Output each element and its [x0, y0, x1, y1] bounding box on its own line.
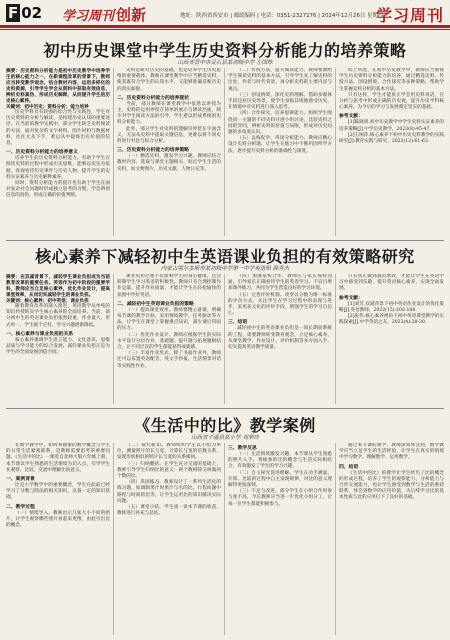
body-paragraph: 课业负担过重不仅影响学生的身心健康，还会抑制学生学习英语的积极性。教师只有合理控制作业总量，提升作业质量，才能让学生在轻松愉快的氛围中学好英语。 [117, 274, 221, 298]
article-title: 核心素养下减轻初中生英语课业负担的有效策略研究 [35, 247, 415, 266]
article-column [117, 443, 221, 635]
body-paragraph: 同时，资料分析能力的提升也有助于学生在面对复杂社会问题时形成独立思考的习惯，学会辨别信息的真伪，形成正确的价值判断。 [6, 181, 110, 199]
body-paragraph: 减轻初中生的英语课业负担是一项长期而系统的工程，需要教师转变教育观念，立足核心素养，从课堂教学、作业设计、评价机制等多方面入手，切实提高英语教学质量。 [228, 326, 332, 351]
body-paragraph: 核心素养强调学生语言能力、文化意识、思维品质与学习能力的综合发展，减轻课业负担正是为学生的全面发展创造空间。 [6, 337, 110, 356]
header-rule [0, 25, 450, 28]
article-title: 《生活中的比》教学案例 [134, 416, 316, 435]
body-paragraph: （五）课堂小结。学生谈一谈本节课的收获，教师进行补充与总结。 [117, 505, 221, 517]
body-paragraph: 只有真正做到减负增效，才能让学生在英语学习中感受到乐趣，提升英语核心素养，实现全面发展。 [339, 274, 444, 292]
section-name: 创新 [116, 6, 147, 24]
article-column [228, 274, 332, 404]
column-divider [335, 274, 336, 404]
section-heading: 一、核心素养与课业负担的关系 [6, 331, 74, 337]
abstract-text: 摘要：历史资料分析能力是初中历史教学中培养学生的核心能力之一，在新课程改革的背景下，教师应当转变教学观念，结合教材内容，运用多样化的史料资源，引导学生学会从资料中获取有效信息、辨析史料真伪、形成历史解释，从而提升学生的历史核心素养。 [6, 69, 110, 104]
body-paragraph: 此外，部分学生对史料的理解仅停留在字面含义，无法从史料中提取关键信息，更难以将不同史料进行对比与综合分析。 [117, 126, 221, 145]
weekly-title: 学习周刊 [375, 6, 444, 25]
body-paragraph: 在数学教学中，如何将抽象的数学概念与学生的日常生活紧密联系，是教师需要思考的重要问题。《生活中的比》一课选自北师大版六年级上册，本节课以学生熟悉的生活情境为切入点，引导学生在观察、比较、交流中理解比的意义。 [6, 443, 110, 473]
page-letter: F [8, 4, 19, 22]
column-divider [335, 443, 336, 635]
brand-logo: 学习周刊 [62, 9, 115, 24]
body-paragraph: （五）完善评价机制。改变以分数为唯一标准的评价方式，关注学生在学习过程中的表现与进步，采用多元化的评价手段，增强学生的学习自信心。 [228, 292, 332, 317]
body-paragraph: 只有这样，学生才能真正学会用史料说话，在分析与思考中形成正确的历史观，提升历史学科核心素养，为今后的学习与发展奠定坚实的基础。 [339, 92, 444, 111]
page-number-value: 02 [21, 4, 43, 22]
body-paragraph: （四）合作探究，培养思辨能力。组织学生围绕同一主题的不同史料开展小组讨论，比较史料之间的异同，辨析史料的价值与局限，形成对历史问题的多角度认识。 [228, 111, 332, 136]
body-paragraph: 培养学生的历史资料分析能力，有助于学生在阅读史料的过程中形成历史思维，能够以史实为依据，客观看待历史事件与历史人物，提升学生的史料实证素养与历史解释素养。 [6, 156, 110, 180]
body-paragraph: （三）归纳概括。在学生充分交流的基础上，教师引导学生归纳比的意义：两个数相除又叫做两个数的比。 [117, 461, 221, 480]
body-paragraph: 通过本节课的教学，教师深刻体会到，数学教学应当立足学生的生活经验，让学生在真实的情境中学习数学、理解数学、运用数学。 [339, 443, 444, 461]
article-byline: 山西省平遥县某小学 刘翠玲 [191, 435, 259, 441]
article-title: 初中历史课堂中学生历史资料分析能力的培养策略 [43, 41, 407, 60]
article-column [339, 68, 444, 236]
abstract-text: 关键词：核心素养；初中英语；课业负担 [6, 299, 89, 304]
body-paragraph: （五）以练促学，巩固分析能力。教师应精心设计史料分析题，让学生在练习中不断巩固所学方法，逐步提升史料分析的准确性与深度。 [228, 136, 332, 154]
article-column [6, 68, 110, 236]
section-heading: 一、历史资料分析能力的培养意义 [6, 150, 78, 156]
article-column [117, 274, 221, 404]
article-byline: 山西省晋中市灵石县某初级中学 左国栋 [177, 60, 273, 66]
body-paragraph: （一）精选史料，激发学习兴趣。教师应结合教材内容，选取与课堂主题相关、贴近学生生活的史料，如文物图片、历史文献、人物日记等。 [117, 154, 221, 172]
section-heading: 参考文献： [339, 114, 363, 120]
body-paragraph: 历史学科具有较强的综合性与实践性，学生对历史资料的分析与解读，是构建历史认知的重要途径。在当前的教学实践中，部分学生缺乏史料阅读的方法，面对复杂的文字材料、图片材料与数据材料，往往无从下手，难以从中提炼出有价值的信息。 [6, 110, 110, 147]
section-heading: 二、历史资料分析能力的培养现状 [117, 95, 189, 101]
section-heading: 一、案例背景 [6, 477, 35, 483]
section-heading: 二、教学过程 [6, 504, 35, 510]
body-paragraph: 当前，部分教师在课堂教学中依然以讲授为主，史料的运用停留在简单的展示与朗读层面，缺少对学生阅读方法的引导，学生难以形成系统的史料分析能力。 [117, 101, 221, 126]
abstract-text: 关键词：初中历史；资料分析；能力培养 [6, 105, 89, 110]
body-paragraph: 史料是研究历史的基础，也是培养学生历史思维的重要载体。教师在课堂教学中应当精选史料，使其既符合学生的认知水平，又能够准确反映历史的真实面貌。 [117, 68, 221, 92]
section-heading: 参考文献： [339, 295, 363, 301]
body-paragraph: 比是小学数学中的重要概念，学生在此前已经学习了分数与除法的相关知识，具备一定的知识基础。 [6, 483, 110, 501]
body-paragraph: （三）丰富作业形式。除了书面作业外，教师还可以布置英语配音、英文手抄报、生活情景对话等实践性作业。 [117, 351, 221, 369]
masthead [0, 0, 450, 40]
column-divider [113, 274, 114, 404]
article-column [228, 443, 332, 635]
section-divider [6, 408, 444, 409]
body-paragraph: 综上所述，在初中历史教学中，教师应当重视学生历史资料分析能力的培养，通过精选史料、传授方法、创设情境、合作探究等多种策略，帮助学生掌握史料分析的基本方法。 [339, 68, 444, 92]
abstract-text: 摘要：在双减背景下，减轻学生课业负担成为当前教育改革的重要任务。英语作为初中阶段的重要学科，教师应当立足核心素养，优化作业设计，提高课堂效率，从而切实减轻学生的课业负担。 [6, 275, 110, 298]
section-divider [6, 240, 444, 241]
body-paragraph: （四）巩固练习。教师设计了一系列生活化的练习题，如调制果汁时果汁与水的比、行程问题中路程与时间的比等，让学生运用比的知识解决实际问题。 [117, 480, 221, 504]
header-info: 地址：陕西省西安市 | 邮政编码 | 电话：0351-2327276 | 2024年12月26日 星期四 [180, 13, 384, 19]
section-heading: 四、结语 [339, 464, 359, 470]
column-divider [335, 68, 336, 236]
article-column [6, 274, 110, 404]
body-paragraph: （二）探究新知。教师组织学生以小组为单位，测量照片的长与宽，计算长与宽的倍数关系，发现形状相似的照片长与宽的关系相同。 [117, 443, 221, 461]
body-paragraph: [2]张伟.核心素养视角下初中英语课堂教学的实践探索[J].中学英语之友，2023(4):28-30. [339, 314, 444, 326]
article-column [117, 68, 221, 236]
body-paragraph: （三）创设情境，深化史料理解。借助多媒体手段还原历史场景，使学生身临其境地感受历史，在情境中对史料进行深入思考。 [228, 92, 332, 111]
article-column [228, 68, 332, 236]
article-column [6, 443, 110, 635]
column-divider [224, 68, 225, 236]
column-divider [113, 68, 114, 236]
body-paragraph: [2]王丽萍.核心素养下初中历史史料教学的实践研究[J].教育实践与研究，2022(12):61-63. [339, 132, 444, 145]
body-paragraph: 《生活中的比》的教学让学生经历了比的概念的形成过程，培养了学生的观察能力、分析能力与合作交流能力，也让学生感受到数学与生活的密切联系，体会到数学的应用价值，为后续学习比的基本性质与比的应用打下了良好的基础。 [339, 470, 444, 501]
page-number [6, 4, 42, 22]
body-paragraph: （一）提高课堂效率。教师要精心备课，明确每节课的教学目标，采用情境教学、任务驱动等方法，让学生在课堂上掌握重点知识，减少课后巩固的压力。 [117, 307, 221, 332]
body-paragraph: （一）生活情境激发兴趣。本节课从学生熟悉的照片入手，将抽象的比的概念与生活实际相结合，有效激发了学生的学习兴趣。 [228, 452, 332, 470]
section-heading: 三、教学反思 [228, 446, 257, 451]
body-paragraph: （四）加强家校合作。教师应与家长保持沟通，引导家长正确看待学生的英语学习，不盲目增加课外练习，共同为学生营造良好的学习环境。 [228, 274, 332, 292]
body-paragraph: [1]刘芳.双减背景下初中英语作业设计的优化策略[J].英语教师，2022(15):102-104. [339, 301, 444, 313]
body-paragraph: （一）情境导入。教师出示几张大小不同的照片，让学生观察哪些照片看起来更像，由此引出比的概念。 [6, 510, 110, 529]
header-rule-thin [0, 29, 450, 30]
column-divider [113, 443, 114, 635]
section-heading: 二、减轻初中生英语课业负担的策略 [117, 301, 194, 307]
body-paragraph: （二）传授方法，提升阅读能力。教师要教给学生阅读史料的基本方法，引导学生先了解史料的出处、作者与时代背景，再分析史料的主要内容与观点。 [228, 68, 332, 92]
body-paragraph: （三）不足与改进。部分学生在小组合作时参与度不高，今后教师应当进一步优化小组分工，让每一位学生都能积极参与。 [228, 489, 332, 507]
column-divider [224, 443, 225, 635]
article-column [339, 274, 444, 404]
article-byline: 内蒙古鄂尔多斯市某初级中学第一中学英语组 薛秀杰 [160, 266, 290, 272]
section-heading: 三、结语 [228, 320, 248, 326]
body-paragraph: （二）优化作业设计。教师应根据学生的实际水平设计分层作业，基础题、提升题与拓展题相结合，让不同层次的学生都能获得成就感。 [117, 332, 221, 351]
body-paragraph: 随着教育改革的深入推进，英语教学从单纯的知识传授转向学生核心素养的全面培养。当前，部分初中生的英语课业负担依然较重，作业量大、形式单一，学生疲于应付，学习兴趣逐渐降低。 [6, 304, 110, 328]
body-paragraph: （二）自主探究促进理解。学生在动手测量、计算、比较的过程中自主发现规律，对比的意义理解得更加深刻。 [228, 470, 332, 489]
column-divider [224, 274, 225, 404]
body-paragraph: [1]陈晓明.初中历史教学中学生史料实证素养的培养策略[J].中学历史教学，2023(8):45-47. [339, 120, 444, 132]
section-heading: 三、历史资料分析能力的培养策略 [117, 148, 189, 154]
article-column [339, 443, 444, 635]
